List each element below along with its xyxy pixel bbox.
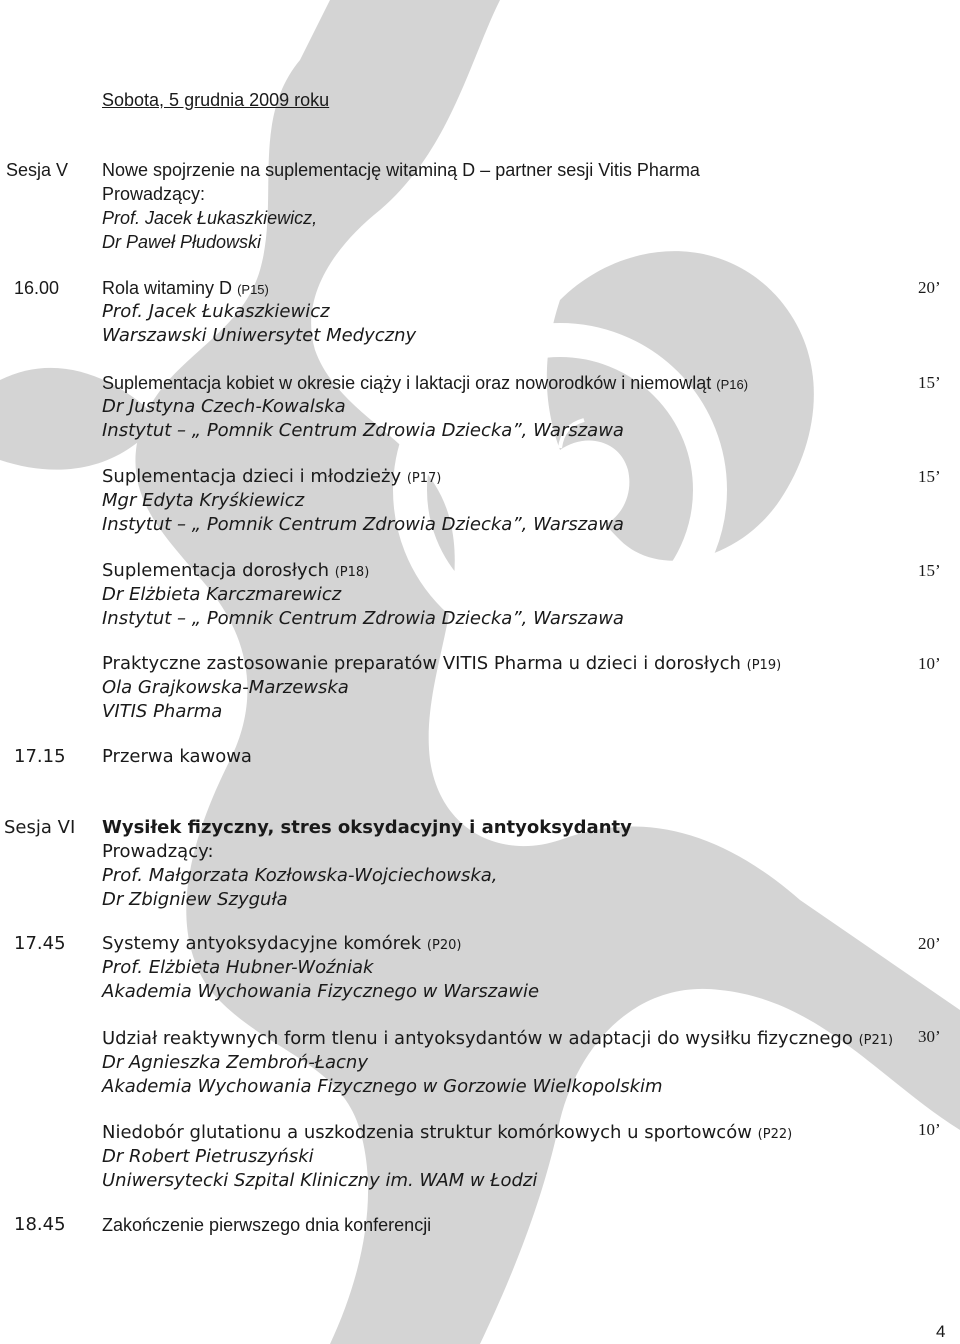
talk-p19-author: Ola Grajkowska-Marzewska xyxy=(102,677,349,698)
page-number: 4 xyxy=(936,1322,946,1341)
talk-p15-title-line xyxy=(102,276,269,302)
talk-p22-title: Niedobór glutationu a uszkodzenia struktur komórkowych u sportowców xyxy=(102,1122,752,1143)
session-vi-chair-2: Dr Zbigniew Szyguła xyxy=(102,889,288,910)
session-v-label: Sesja V xyxy=(6,160,69,180)
talk-p22-author: Dr Robert Pietruszyński xyxy=(102,1146,314,1167)
closing-time: 18.45 xyxy=(14,1214,66,1235)
talk-p21-code: (P21) xyxy=(858,1033,894,1048)
talk-p16-duration: 15’ xyxy=(918,373,941,392)
talk-p16-title: Suplementacja kobiet w okresie ciąży i laktacji oraz noworodków i niemowląt xyxy=(102,373,712,393)
talk-p21-duration: 30’ xyxy=(918,1027,941,1046)
talk-p18-duration: 15’ xyxy=(918,561,941,580)
talk-p18-title: Suplementacja dorosłych xyxy=(102,560,329,581)
session-v-chair-label: Prowadzący: xyxy=(102,184,206,204)
closing-title: Zakończenie pierwszego dnia konferencji xyxy=(102,1215,432,1235)
talk-p22-title-line xyxy=(102,1121,792,1147)
talk-p18-title-line xyxy=(102,559,369,585)
talk-p17-title-line xyxy=(102,465,441,491)
talk-p16-code: (P16) xyxy=(716,377,749,392)
talk-p16-affiliation: Instytut – „ Pomnik Centrum Zdrowia Dziecka”, Warszawa xyxy=(102,420,624,441)
talk-p19-affiliation: VITIS Pharma xyxy=(102,701,223,722)
talk-p18-code: (P18) xyxy=(334,565,370,580)
talk-p17-duration: 15’ xyxy=(918,467,941,486)
talk-p19-code: (P19) xyxy=(746,658,782,673)
date-heading: Sobota, 5 grudnia 2009 roku xyxy=(102,90,330,110)
session-vi-title: Wysiłek fizyczny, stres oksydacyjny i antyoksydanty xyxy=(102,817,632,838)
talk-p20-duration: 20’ xyxy=(918,934,941,953)
talk-p17-code: (P17) xyxy=(406,471,442,486)
session-vi-chair-1: Prof. Małgorzata Kozłowska-Wojciechowska, xyxy=(102,865,498,886)
session-vi-label: Sesja VI xyxy=(4,817,76,838)
talk-p20-title-line xyxy=(102,932,461,958)
talk-p15-author: Prof. Jacek Łukaszkiewicz xyxy=(102,301,330,322)
talk-p22-affiliation: Uniwersytecki Szpital Kliniczny im. WAM w Łodzi xyxy=(102,1170,538,1191)
talk-p18-author: Dr Elżbieta Karczmarewicz xyxy=(102,584,342,605)
talk-p15-affiliation: Warszawski Uniwersytet Medyczny xyxy=(102,325,417,346)
talk-p15-time: 16.00 xyxy=(14,278,60,298)
talk-p19-duration: 10’ xyxy=(918,654,941,673)
talk-p22-code: (P22) xyxy=(757,1127,793,1142)
talk-p15-code: (P15) xyxy=(237,282,269,297)
talk-p17-author: Mgr Edyta Kryśkiewicz xyxy=(102,490,305,511)
break-time: 17.15 xyxy=(14,746,66,767)
talk-p21-title-line xyxy=(102,1027,893,1053)
break-title: Przerwa kawowa xyxy=(102,746,252,767)
session-v-chair-1: Prof. Jacek Łukaszkiewicz, xyxy=(102,208,318,228)
talk-p17-affiliation: Instytut – „ Pomnik Centrum Zdrowia Dziecka”, Warszawa xyxy=(102,514,624,535)
talk-p18-affiliation: Instytut – „ Pomnik Centrum Zdrowia Dziecka”, Warszawa xyxy=(102,608,624,629)
talk-p20-time: 17.45 xyxy=(14,933,66,954)
talk-p20-code: (P20) xyxy=(426,938,462,953)
talk-p19-title: Praktyczne zastosowanie preparatów VITIS Pharma u dzieci i dorosłych xyxy=(102,653,741,674)
talk-p16-author: Dr Justyna Czech-Kowalska xyxy=(102,396,346,417)
talk-p22-duration: 10’ xyxy=(918,1120,941,1139)
talk-p21-author: Dr Agnieszka Zembroń-Łacny xyxy=(102,1052,368,1073)
talk-p17-title: Suplementacja dzieci i młodzieży xyxy=(102,466,402,487)
session-v-title: Nowe spojrzenie na suplementację witaminą D – partner sesji Vitis Pharma xyxy=(102,160,700,180)
talk-p21-affiliation: Akademia Wychowania Fizycznego w Gorzowie Wielkopolskim xyxy=(102,1076,663,1097)
talk-p16-title-line xyxy=(102,371,748,397)
talk-p20-author: Prof. Elżbieta Hubner-Woźniak xyxy=(102,957,374,978)
talk-p15-duration: 20’ xyxy=(918,278,941,297)
talk-p20-title: Systemy antyoksydacyjne komórek xyxy=(102,933,422,954)
talk-p15-title: Rola witaminy D xyxy=(102,278,233,298)
session-vi-chair-label: Prowadzący: xyxy=(102,841,214,862)
talk-p20-affiliation: Akademia Wychowania Fizycznego w Warszawie xyxy=(102,981,540,1002)
session-v-chair-2: Dr Paweł Płudowski xyxy=(102,232,262,252)
talk-p21-title: Udział reaktywnych form tlenu i antyoksydantów w adaptacji do wysiłku fizycznego xyxy=(102,1028,853,1049)
talk-p19-title-line xyxy=(102,652,781,678)
